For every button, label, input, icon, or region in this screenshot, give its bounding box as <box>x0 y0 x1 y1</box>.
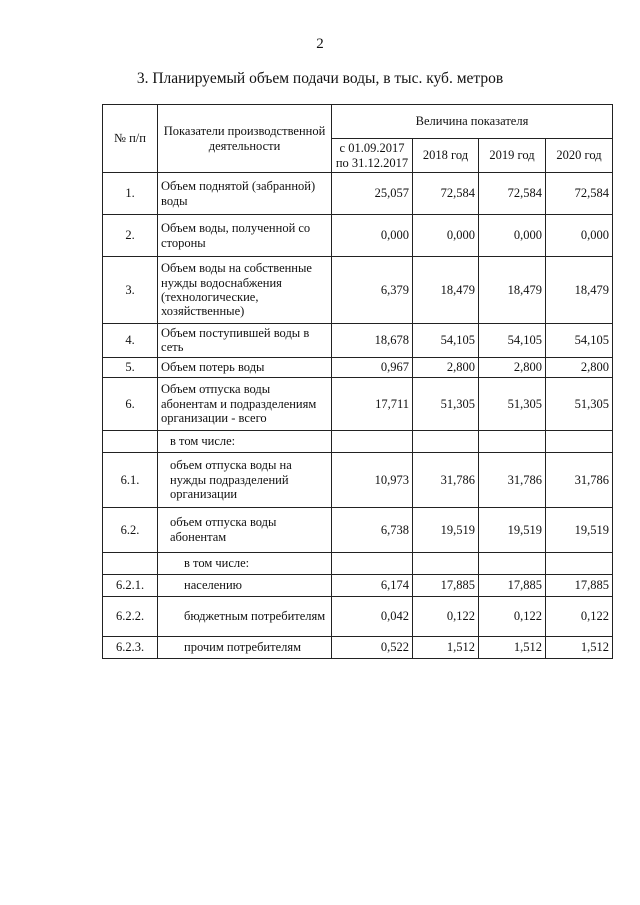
value-2017: 10,973 <box>332 452 413 507</box>
value-2018: 72,584 <box>413 173 479 215</box>
value-2019: 31,786 <box>479 452 546 507</box>
document-title: 3. Планируемый объем подачи воды, в тыс. куб. метров <box>136 70 504 87</box>
value-2017: 6,738 <box>332 507 413 552</box>
value-2019 <box>479 430 546 452</box>
header-period-2017: с 01.09.2017 по 31.12.2017 <box>332 139 413 173</box>
row-number: 6.2.2. <box>103 596 158 636</box>
table-row <box>103 574 613 596</box>
value-2017 <box>332 552 413 574</box>
value-2017 <box>332 430 413 452</box>
row-indicator: бюджетным потребителям <box>158 596 332 636</box>
header-indicator: Показатели производственной деятельности <box>158 105 332 173</box>
value-2018: 0,122 <box>413 596 479 636</box>
value-2018: 19,519 <box>413 507 479 552</box>
value-2018 <box>413 430 479 452</box>
value-2019: 1,512 <box>479 636 546 658</box>
value-2020 <box>546 430 613 452</box>
value-2017: 0,522 <box>332 636 413 658</box>
value-2018: 51,305 <box>413 377 479 430</box>
value-2020: 19,519 <box>546 507 613 552</box>
value-2019: 2,800 <box>479 357 546 377</box>
table-row <box>103 452 613 507</box>
value-2019 <box>479 552 546 574</box>
row-number: 6.2.1. <box>103 574 158 596</box>
value-2018: 1,512 <box>413 636 479 658</box>
value-2017: 6,379 <box>332 257 413 324</box>
header-num: № п/п <box>103 105 158 173</box>
table-row <box>103 430 613 452</box>
value-2017: 0,042 <box>332 596 413 636</box>
value-2020: 0,000 <box>546 215 613 257</box>
value-2019: 0,000 <box>479 215 546 257</box>
value-2020: 0,122 <box>546 596 613 636</box>
row-number: 6.2. <box>103 507 158 552</box>
row-number: 3. <box>103 257 158 324</box>
row-number: 4. <box>103 324 158 358</box>
table-row <box>103 173 613 215</box>
row-indicator: в том числе: <box>158 552 332 574</box>
water-supply-table <box>102 104 613 659</box>
value-2019: 54,105 <box>479 324 546 358</box>
table-row <box>103 215 613 257</box>
header-year-2019: 2019 год <box>479 139 546 173</box>
table-row <box>103 257 613 324</box>
row-number: 6.1. <box>103 452 158 507</box>
value-2020: 72,584 <box>546 173 613 215</box>
value-2018: 17,885 <box>413 574 479 596</box>
header-year-2020: 2020 год <box>546 139 613 173</box>
row-number: 2. <box>103 215 158 257</box>
table-row <box>103 552 613 574</box>
value-2019: 72,584 <box>479 173 546 215</box>
value-2018: 18,479 <box>413 257 479 324</box>
row-number <box>103 430 158 452</box>
value-2018: 0,000 <box>413 215 479 257</box>
value-2019: 18,479 <box>479 257 546 324</box>
value-2019: 17,885 <box>479 574 546 596</box>
value-2017: 0,967 <box>332 357 413 377</box>
value-2017: 0,000 <box>332 215 413 257</box>
table-row <box>103 596 613 636</box>
row-indicator: Объем воды на собственные нужды водоснабжения (технологические, хозяйственные) <box>158 257 332 324</box>
value-2018 <box>413 552 479 574</box>
value-2020: 18,479 <box>546 257 613 324</box>
value-2020: 54,105 <box>546 324 613 358</box>
row-indicator: Объем поднятой (забранной) воды <box>158 173 332 215</box>
value-2019: 0,122 <box>479 596 546 636</box>
value-2019: 19,519 <box>479 507 546 552</box>
page-number: 2 <box>316 36 324 52</box>
value-2018: 31,786 <box>413 452 479 507</box>
value-2020: 31,786 <box>546 452 613 507</box>
header-year-2018: 2018 год <box>413 139 479 173</box>
value-2019: 51,305 <box>479 377 546 430</box>
value-2020: 2,800 <box>546 357 613 377</box>
row-number: 6.2.3. <box>103 636 158 658</box>
row-indicator: прочим потребителям <box>158 636 332 658</box>
table-row <box>103 377 613 430</box>
row-indicator: в том числе: <box>158 430 332 452</box>
row-number <box>103 552 158 574</box>
row-indicator: объем отпуска воды на нужды подразделений организации <box>158 452 332 507</box>
value-2017: 18,678 <box>332 324 413 358</box>
value-2017: 25,057 <box>332 173 413 215</box>
row-number: 6. <box>103 377 158 430</box>
row-number: 5. <box>103 357 158 377</box>
value-2020: 51,305 <box>546 377 613 430</box>
table-row <box>103 507 613 552</box>
header-value-group: Величина показателя <box>332 105 613 139</box>
row-indicator: Объем воды, полученной со стороны <box>158 215 332 257</box>
value-2018: 2,800 <box>413 357 479 377</box>
table-row <box>103 636 613 658</box>
row-indicator: населению <box>158 574 332 596</box>
row-number: 1. <box>103 173 158 215</box>
value-2020: 1,512 <box>546 636 613 658</box>
table-row <box>103 324 613 358</box>
value-2018: 54,105 <box>413 324 479 358</box>
value-2017: 6,174 <box>332 574 413 596</box>
value-2020 <box>546 552 613 574</box>
value-2017: 17,711 <box>332 377 413 430</box>
row-indicator: Объем отпуска воды абонентам и подразделениям организации - всего <box>158 377 332 430</box>
row-indicator: Объем потерь воды <box>158 357 332 377</box>
table-row <box>103 357 613 377</box>
row-indicator: объем отпуска воды абонентам <box>158 507 332 552</box>
value-2020: 17,885 <box>546 574 613 596</box>
row-indicator: Объем поступившей воды в сеть <box>158 324 332 358</box>
